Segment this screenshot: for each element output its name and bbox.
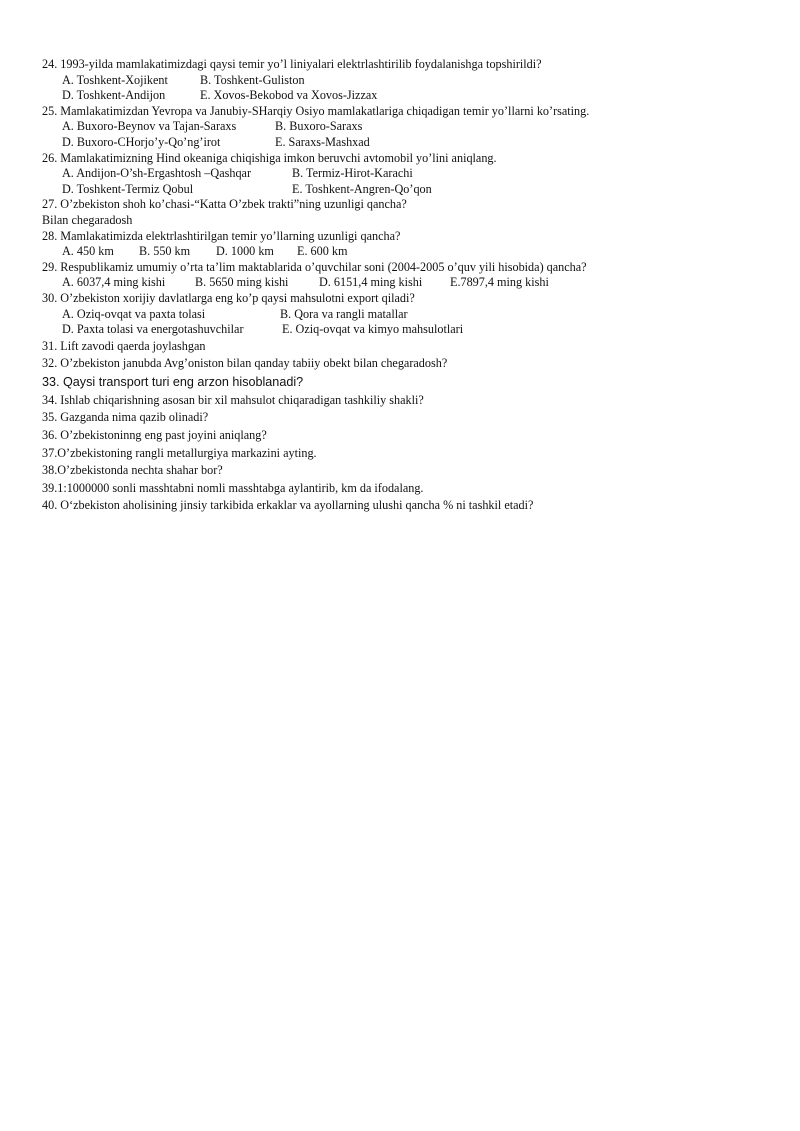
question-35: 35. Gazganda nima qazib olinadi? — [42, 410, 209, 425]
question-32: 32. O’zbekiston janubda Avg’oniston bilan qanday tabiiy obekt bilan chegaradosh? — [42, 356, 448, 371]
question-31: 31. Lift zavodi qaerda joylashgan — [42, 338, 206, 353]
option-a: A. 6037,4 ming kishi — [62, 275, 166, 290]
question-28: 28. Mamlakatimizda elektrlashtirilgan temir yo’llarning uzunligi qancha? — [42, 228, 401, 243]
question-25: 25. Mamlakatimizdan Yevropa va Janubiy-SHarqiy Osiyo mamlakatlariga chiqadigan temir yo’llarni ko’rsating. — [42, 103, 590, 118]
option-e: E.7897,4 ming kishi — [450, 275, 549, 290]
option-d: D. 6151,4 ming kishi — [319, 275, 423, 290]
question-26-options-row-1 — [42, 166, 762, 182]
option-d: D. Buxoro-CHorjo’y-Qo’ng’irot — [62, 134, 221, 149]
option-b: B. Qora va rangli matallar — [280, 306, 408, 321]
option-e: E. Saraxs-Mashxad — [275, 134, 370, 149]
question-26: 26. Mamlakatimizning Hind okeaniga chiqishiga imkon beruvchi avtomobil yo’lini aniqlang. — [42, 150, 497, 165]
question-38: 38.O’zbekistonda nechta shahar bor? — [42, 463, 223, 478]
question-33: 33. Qaysi transport turi eng arzon hisoblanadi? — [42, 374, 304, 389]
question-24-options-row-2 — [42, 88, 762, 104]
option-a: A. 450 km — [62, 244, 114, 259]
question-26-options-row-2 — [42, 182, 762, 198]
question-30: 30. O’zbekiston xorijiy davlatlarga eng ko’p qaysi mahsulotni export qiladi? — [42, 290, 415, 305]
question-36: 36. O’zbekistoninng eng past joyini aniqlang? — [42, 428, 267, 443]
option-a: A. Buxoro-Beynov va Tajan-Saraxs — [62, 119, 237, 134]
option-b: B. 550 km — [139, 244, 191, 259]
option-b: B. Toshkent-Guliston — [200, 72, 305, 87]
option-d: D. Toshkent-Andijon — [62, 88, 166, 103]
question-24-options-row-1 — [42, 73, 762, 89]
option-b: B. 5650 ming kishi — [195, 275, 289, 290]
question-29-options — [42, 275, 762, 291]
question-list — [42, 57, 762, 515]
option-e: E. Toshkent-Angren-Qo’qon — [292, 181, 432, 196]
option-e: E. Oziq-ovqat va kimyo mahsulotlari — [282, 322, 464, 337]
question-34: 34. Ishlab chiqarishning asosan bir xil mahsulot chiqaradigan tashkiliy shakli? — [42, 392, 424, 407]
question-28-options — [42, 244, 762, 260]
option-e: E. 600 km — [297, 244, 348, 259]
option-d: D. Toshkent-Termiz Qobul — [62, 181, 194, 196]
stray-line: Bilan chegaradosh — [42, 212, 133, 227]
question-37: 37.O’zbekistoning rangli metallurgiya markazini ayting. — [42, 445, 317, 460]
option-d: D. Paxta tolasi va energotashuvchilar — [62, 322, 244, 337]
question-27: 27. O’zbekiston shoh ko’chasi-“Katta O’zbek trakti”ning uzunligi qancha? — [42, 197, 407, 212]
question-40: 40. O‘zbekiston aholisining jinsiy tarkibida erkaklar va ayollarning ulushi qancha % ni tashkil etadi? — [42, 498, 534, 513]
option-a: A. Toshkent-Xojikent — [62, 72, 168, 87]
question-25-options-row-1 — [42, 119, 762, 135]
question-30-options-row-1 — [42, 307, 762, 323]
option-b: B. Buxoro-Saraxs — [275, 119, 363, 134]
question-25-options-row-2 — [42, 135, 762, 151]
question-39: 39.1:1000000 sonli masshtabni nomli masshtabga aylantirib, km da ifodalang. — [42, 480, 424, 495]
question-24: 24. 1993-yilda mamlakatimizdagi qaysi temir yo’l liniyalari elektrlashtirilib foydalanishga topshirildi? — [42, 57, 542, 71]
question-29: 29. Respublikamiz umumiy o’rta ta’lim maktablarida o’quvchilar soni (2004-2005 o’quv yili hisobida) qancha? — [42, 259, 587, 274]
question-30-options-row-2 — [42, 322, 762, 338]
option-e: E. Xovos-Bekobod va Xovos-Jizzax — [200, 88, 378, 103]
option-a: A. Andijon-O’sh-Ergashtosh –Qashqar — [62, 166, 251, 181]
option-b: B. Termiz-Hirot-Karachi — [292, 166, 413, 181]
option-a: A. Oziq-ovqat va paxta tolasi — [62, 306, 206, 321]
option-d: D. 1000 km — [216, 244, 274, 259]
